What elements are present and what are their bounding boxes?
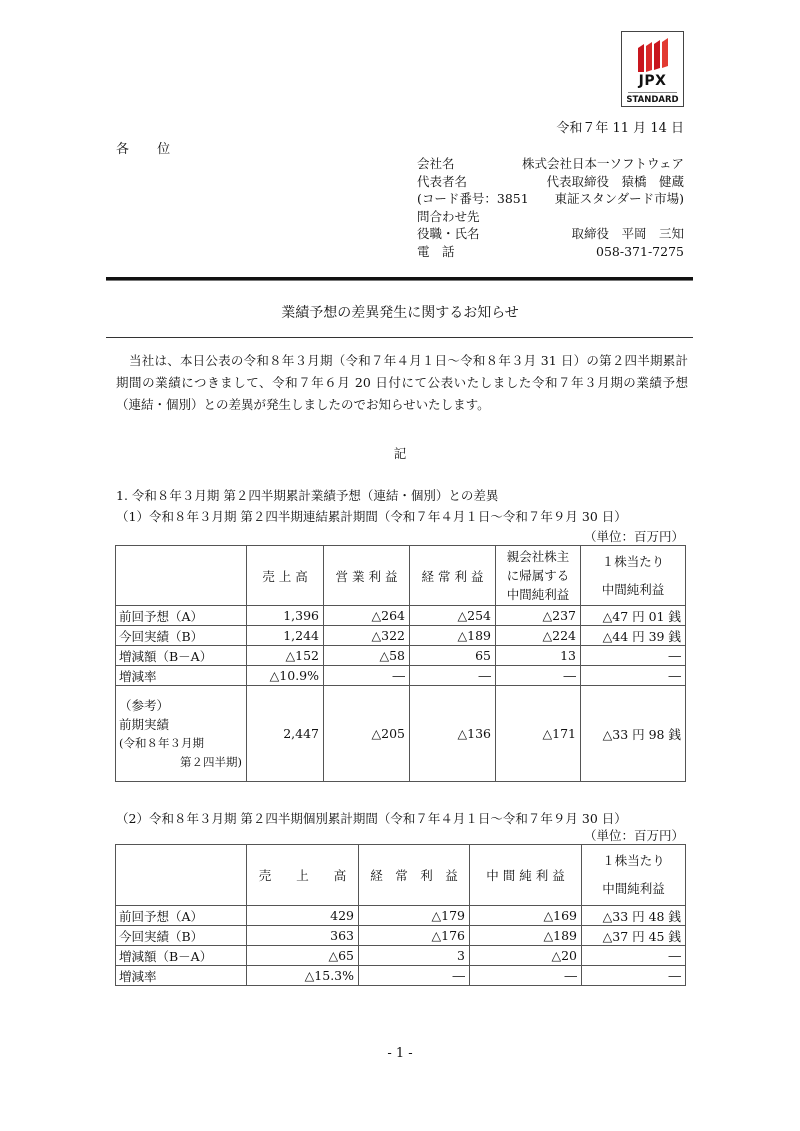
unit-label-1: （単位：百万円）: [583, 529, 684, 544]
table-header-row: [116, 845, 686, 906]
col-header-line: １株当たり: [601, 553, 665, 569]
cell-value: △237: [496, 606, 581, 626]
table-row: [116, 946, 686, 966]
cell-value: △189: [410, 626, 496, 646]
ki-marker: 記: [393, 446, 407, 461]
reference-label-line: (令和８年３月期: [119, 735, 204, 750]
col-header-net-income: 中 間 純 利 益: [470, 845, 582, 906]
cell-value: △15.3%: [247, 966, 359, 986]
reference-label: [116, 686, 247, 782]
col-header-line: に帰属する: [506, 568, 570, 583]
logo-market: STANDARD: [626, 95, 679, 105]
info-row-contact: [417, 208, 684, 226]
table-row: [116, 926, 686, 946]
cell-value: 2,447: [247, 686, 324, 782]
col-header-operating-income: 営 業 利 益: [324, 546, 410, 606]
col-header-ordinary-income: 経 常 利 益: [359, 845, 470, 906]
subsection-2-heading: （2）令和８年３月期 第２四半期個別累計期間（令和７年４月１日～令和７年９月 30 日）: [116, 811, 627, 826]
row-label: 増減額（B－A）: [116, 646, 247, 666]
cell-value: ―: [582, 966, 686, 986]
info-value: 株式会社日本一ソフトウェア: [521, 156, 684, 171]
col-header-sales: 売 上 高: [247, 546, 324, 606]
cell-value: △322: [324, 626, 410, 646]
table-row: [116, 626, 686, 646]
jpx-bars-icon: [638, 38, 670, 72]
table-row: [116, 666, 686, 686]
cell-value: 363: [247, 926, 359, 946]
table-row: [116, 606, 686, 626]
row-label: 増減率: [116, 966, 247, 986]
row-label: 増減率: [116, 666, 247, 686]
table-header-row: [116, 546, 686, 606]
cell-value: △33 円 98 銭: [581, 686, 686, 782]
unit-label-2: （単位：百万円）: [583, 828, 684, 843]
cell-value: 1,396: [247, 606, 324, 626]
col-header-line: 中間純利益: [506, 587, 570, 602]
document-date: 令和７年 11 月 14 日: [556, 121, 684, 136]
cell-value: ―: [359, 966, 470, 986]
header-divider: [106, 277, 693, 281]
cell-value: 1,244: [247, 626, 324, 646]
info-row-position: [417, 225, 684, 243]
info-row-representative: [417, 173, 684, 191]
col-header-eps: [581, 546, 686, 606]
page-number: - 1 -: [387, 1046, 413, 1061]
cell-value: △224: [496, 626, 581, 646]
reference-label-line: （参考）: [119, 697, 170, 713]
cell-value: ―: [582, 946, 686, 966]
cell-value: △10.9%: [247, 666, 324, 686]
cell-value: 13: [496, 646, 581, 666]
col-header-eps: [582, 845, 686, 906]
cell-value: 3: [359, 946, 470, 966]
cell-value: △189: [470, 926, 582, 946]
info-value: 取締役 平岡 三知: [571, 226, 684, 242]
cell-value: △58: [324, 646, 410, 666]
col-header-line: 親会社株主: [506, 549, 570, 564]
table-row: [116, 966, 686, 986]
logo-divider: [628, 92, 677, 93]
row-label: 前回予想（A）: [116, 906, 247, 926]
table-row: [116, 646, 686, 666]
cell-value: △65: [247, 946, 359, 966]
cell-value: △20: [470, 946, 582, 966]
col-header-ordinary-income: 経 常 利 益: [410, 546, 496, 606]
cell-value: △205: [324, 686, 410, 782]
info-label: 電 話: [417, 243, 455, 259]
header-empty-cell: [116, 845, 247, 906]
cell-value: △37 円 45 銭: [582, 926, 686, 946]
cell-value: △136: [410, 686, 496, 782]
logo-brand: JPX: [638, 73, 667, 89]
col-header-net-income-parent: [496, 546, 581, 606]
col-header-line: 中間純利益: [602, 881, 665, 896]
col-header-sales: 売 上 高: [247, 845, 359, 906]
cell-value: ―: [581, 666, 686, 686]
table-row: [116, 906, 686, 926]
cell-value: ―: [324, 666, 410, 686]
cell-value: △152: [247, 646, 324, 666]
cell-value: ―: [496, 666, 581, 686]
consolidated-forecast-table: [115, 545, 686, 782]
cell-value: △254: [410, 606, 496, 626]
reference-label-line: 前期実績: [119, 716, 170, 732]
row-label: 前回予想（A）: [116, 606, 247, 626]
info-value: 058-371-7275: [596, 243, 684, 259]
col-header-line: 中間純利益: [601, 581, 665, 597]
section-1-heading: 1. 令和８年３月期 第２四半期累計業績予想（連結・個別）との差異: [116, 488, 499, 503]
info-label: 役職・氏名: [417, 226, 480, 242]
row-label: 増減額（B－A）: [116, 946, 247, 966]
header-empty-cell: [116, 546, 247, 606]
reference-label-line: 第２四半期): [180, 754, 242, 769]
cell-value: △47 円 01 銭: [581, 606, 686, 626]
info-row-phone: [417, 243, 684, 261]
info-label: (コード番号：3851: [417, 191, 529, 207]
info-row-company: [417, 155, 684, 173]
info-label: 代表者名: [417, 173, 468, 189]
info-label: 会社名: [417, 156, 455, 171]
subsection-1-heading: （1）令和８年３月期 第２四半期連結累計期間（令和７年４月１日～令和７年９月 30 日）: [116, 509, 627, 524]
jpx-standard-logo: [621, 31, 684, 107]
title-divider: [106, 337, 693, 338]
cell-value: 65: [410, 646, 496, 666]
row-label: 今回実績（B）: [116, 926, 247, 946]
cell-value: △44 円 39 銭: [581, 626, 686, 646]
info-row-code: [417, 190, 684, 208]
info-label: 問合わせ先: [417, 208, 480, 224]
cell-value: ―: [581, 646, 686, 666]
info-value: 代表取締役 猿橋 健蔵: [546, 173, 684, 189]
cell-value: △169: [470, 906, 582, 926]
cell-value: ―: [410, 666, 496, 686]
cell-value: ―: [470, 966, 582, 986]
info-value: 東証スタンダード市場): [554, 191, 684, 207]
body-paragraph: 当社は、本日公表の令和８年３月期（令和７年４月１日～令和８年３月 31 日）の第２四半期累計期間の業績につきまして、令和７年６月 20 日付にて公表いたしました令和７年３月期の業績予想（連結・個別）との差異が発生しましたのでお知らせいたします。: [116, 353, 688, 412]
cell-value: △176: [359, 926, 470, 946]
addressee: 各 位: [116, 142, 183, 157]
cell-value: △171: [496, 686, 581, 782]
document-title: 業績予想の差異発生に関するお知らせ: [281, 305, 519, 321]
cell-value: △179: [359, 906, 470, 926]
row-label: 今回実績（B）: [116, 626, 247, 646]
non-consolidated-forecast-table: [115, 844, 686, 986]
company-info: [417, 155, 684, 261]
table-row-reference: [116, 686, 686, 782]
col-header-line: １株当たり: [602, 853, 665, 868]
cell-value: △264: [324, 606, 410, 626]
cell-value: △33 円 48 銭: [582, 906, 686, 926]
cell-value: 429: [247, 906, 359, 926]
